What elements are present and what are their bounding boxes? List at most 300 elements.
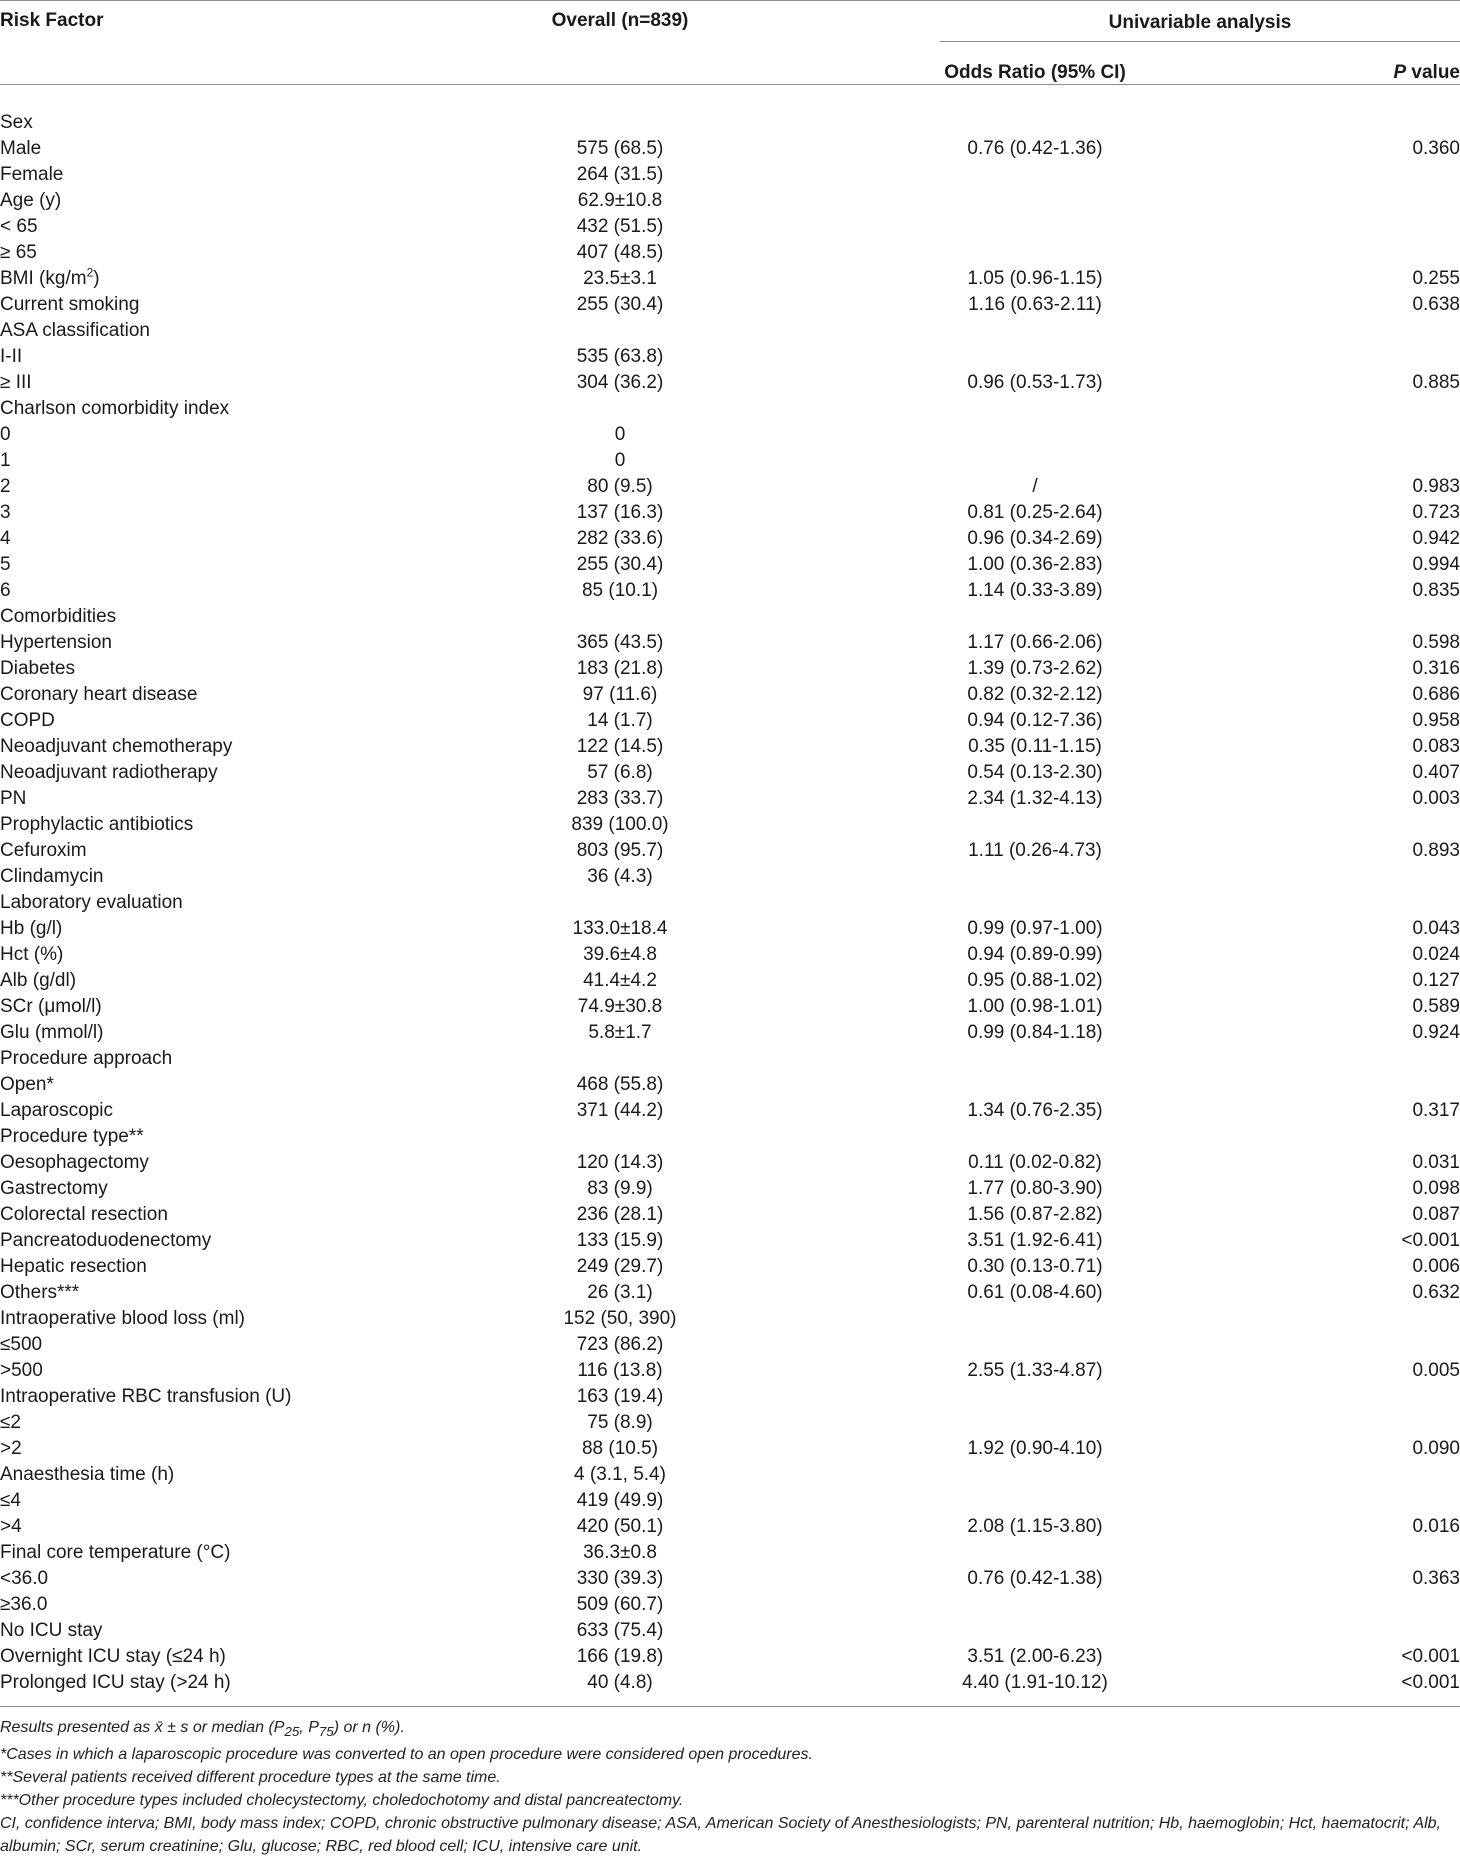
risk-factor-label: Female xyxy=(0,164,64,185)
table-row xyxy=(0,1202,1460,1228)
odds-ratio-cell xyxy=(770,604,1300,630)
risk-factor-label: I-II xyxy=(0,346,23,367)
risk-factor-label: Glu (mmol/l) xyxy=(0,1022,104,1043)
table-row xyxy=(0,1592,1460,1618)
table-row xyxy=(0,1540,1460,1566)
risk-factor-label: 3 xyxy=(0,502,11,523)
overall-cell: 14 (1.7) xyxy=(587,710,653,731)
risk-factor-label: Alb (g/dl) xyxy=(0,970,77,991)
risk-factor-label: ≥ 65 xyxy=(0,242,37,263)
table-row xyxy=(0,734,1460,760)
header-p-italic: P xyxy=(1393,62,1407,83)
table-row xyxy=(0,1514,1460,1540)
risk-factor-cell xyxy=(0,578,470,604)
table-row xyxy=(0,838,1460,864)
p-value-cell: 0.363 xyxy=(1412,1568,1460,1589)
odds-ratio-cell: 0.81 (0.25-2.64) xyxy=(967,502,1103,523)
p-value-cell: 0.589 xyxy=(1412,996,1460,1017)
p-value-cell xyxy=(1300,1384,1460,1410)
risk-factor-cell xyxy=(0,994,470,1020)
risk-factor-cell xyxy=(0,1202,470,1228)
risk-factor-cell xyxy=(0,838,470,864)
p-value-cell xyxy=(1300,1618,1460,1644)
odds-ratio-cell xyxy=(770,864,1300,890)
odds-ratio-cell: 1.14 (0.33-3.89) xyxy=(967,580,1103,601)
risk-factor-label: Diabetes xyxy=(0,658,75,679)
p-value-cell: <0.001 xyxy=(1401,1672,1460,1693)
risk-factor-label: ≤2 xyxy=(0,1412,21,1433)
odds-ratio-cell: 0.54 (0.13-2.30) xyxy=(967,762,1103,783)
risk-factor-cell xyxy=(0,500,470,526)
p-value-cell xyxy=(1300,396,1460,422)
risk-factor-cell xyxy=(0,682,470,708)
table-row xyxy=(0,188,1460,214)
overall-cell: 120 (14.3) xyxy=(576,1152,664,1173)
odds-ratio-cell: 0.96 (0.34-2.69) xyxy=(967,528,1103,549)
overall-cell: 75 (8.9) xyxy=(587,1412,653,1433)
overall-cell: 183 (21.8) xyxy=(576,658,664,679)
p-value-cell: 0.686 xyxy=(1412,684,1460,705)
table-row xyxy=(0,474,1460,500)
table-row xyxy=(0,916,1460,942)
results-note-mid: or median (P xyxy=(188,1719,285,1736)
risk-factor-cell xyxy=(0,136,470,162)
results-note-pre: Results presented as xyxy=(0,1719,155,1736)
table-row xyxy=(0,318,1460,344)
odds-ratio-cell xyxy=(770,188,1300,214)
p-value-cell xyxy=(1300,1046,1460,1072)
risk-factor-cell xyxy=(0,656,470,682)
risk-factor-cell xyxy=(0,942,470,968)
p-value-cell xyxy=(1300,448,1460,474)
overall-cell: 509 (60.7) xyxy=(576,1594,664,1615)
header-overall: Overall (n=839) xyxy=(551,10,689,31)
p-value-cell: 0.983 xyxy=(1412,476,1460,497)
risk-factor-cell xyxy=(0,734,470,760)
odds-ratio-cell xyxy=(770,344,1300,370)
p-value-cell: 0.317 xyxy=(1412,1100,1460,1121)
p-value-cell: 0.723 xyxy=(1412,502,1460,523)
risk-factor-label: >4 xyxy=(0,1516,22,1537)
univariable-rule xyxy=(940,41,1460,42)
overall-cell: 407 (48.5) xyxy=(576,242,664,263)
odds-ratio-cell: 1.92 (0.90-4.10) xyxy=(967,1438,1103,1459)
table-row xyxy=(0,968,1460,994)
risk-factor-cell xyxy=(0,1332,470,1358)
overall-cell: 249 (29.7) xyxy=(576,1256,664,1277)
risk-factor-cell xyxy=(0,1280,470,1306)
p-value-cell: 0.031 xyxy=(1412,1152,1460,1173)
footnotes xyxy=(0,1716,1460,1858)
results-note-xbar: x̄ ± s xyxy=(154,1719,189,1736)
p-value-cell xyxy=(1300,1072,1460,1098)
overall-cell: 80 (9.5) xyxy=(587,476,653,497)
table-row xyxy=(0,1436,1460,1462)
risk-factor-cell xyxy=(0,1072,470,1098)
odds-ratio-cell xyxy=(770,110,1300,136)
risk-factor-label: Intraoperative blood loss (ml) xyxy=(0,1308,245,1329)
overall-cell: 133.0±18.4 xyxy=(572,918,668,939)
risk-factor-label: Prolonged ICU stay (>24 h) xyxy=(0,1672,231,1693)
table-row xyxy=(0,1020,1460,1046)
overall-cell: 83 (9.9) xyxy=(587,1178,653,1199)
overall-cell xyxy=(470,1124,770,1150)
p-value-cell xyxy=(1300,214,1460,240)
risk-factor-label: <36.0 xyxy=(0,1568,49,1589)
risk-factor-cell xyxy=(0,474,470,500)
odds-ratio-cell: 3.51 (2.00-6.23) xyxy=(967,1646,1103,1667)
risk-factor-label: ASA classification xyxy=(0,320,150,341)
risk-factor-cell xyxy=(0,552,470,578)
overall-cell: 57 (6.8) xyxy=(587,762,653,783)
p-value-cell xyxy=(1300,1462,1460,1488)
overall-cell: 36 (4.3) xyxy=(587,866,653,887)
risk-factor-cell xyxy=(0,240,470,266)
table-row xyxy=(0,448,1460,474)
risk-factor-cell xyxy=(0,1514,470,1540)
odds-ratio-cell: 4.40 (1.91-10.12) xyxy=(962,1672,1108,1693)
table-row xyxy=(0,1280,1460,1306)
odds-ratio-cell: 1.77 (0.80-3.90) xyxy=(967,1178,1103,1199)
odds-ratio-cell xyxy=(770,1540,1300,1566)
overall-cell: 803 (95.7) xyxy=(576,840,664,861)
table-row xyxy=(0,812,1460,838)
odds-ratio-cell: 1.16 (0.63-2.11) xyxy=(968,294,1102,315)
header-risk-factor: Risk Factor xyxy=(0,10,104,31)
p-value-cell xyxy=(1300,1410,1460,1436)
p-value-cell: 0.090 xyxy=(1412,1438,1460,1459)
overall-cell: 304 (36.2) xyxy=(576,372,664,393)
risk-factor-label: Hypertension xyxy=(0,632,112,653)
header-rule xyxy=(0,84,1460,85)
table-row xyxy=(0,344,1460,370)
overall-cell: 166 (19.8) xyxy=(576,1646,664,1667)
table-row xyxy=(0,890,1460,916)
table-row xyxy=(0,994,1460,1020)
risk-factor-superscript: 2 xyxy=(86,265,94,280)
table-row xyxy=(0,1124,1460,1150)
overall-cell: 0 xyxy=(614,450,626,471)
overall-cell: 4 (3.1, 5.4) xyxy=(574,1464,666,1485)
odds-ratio-cell: 2.34 (1.32-4.13) xyxy=(967,788,1103,809)
risk-factor-cell xyxy=(0,1488,470,1514)
p-value-cell: 0.924 xyxy=(1412,1022,1460,1043)
table-row xyxy=(0,1176,1460,1202)
table-row xyxy=(0,422,1460,448)
table-row xyxy=(0,1306,1460,1332)
risk-factor-label: Overnight ICU stay (≤24 h) xyxy=(0,1646,226,1667)
results-note-sub75: 75 xyxy=(318,1724,334,1740)
risk-factor-cell xyxy=(0,890,470,916)
header-odds-ratio: Odds Ratio (95% CI) xyxy=(944,62,1126,83)
odds-ratio-cell: 1.39 (0.73-2.62) xyxy=(967,658,1103,679)
odds-ratio-cell: 0.96 (0.53-1.73) xyxy=(967,372,1103,393)
odds-ratio-cell: 0.94 (0.89-0.99) xyxy=(967,944,1103,965)
table-row xyxy=(0,266,1460,292)
p-value-cell: 0.638 xyxy=(1412,294,1460,315)
p-value-cell xyxy=(1300,162,1460,188)
table-row xyxy=(0,1462,1460,1488)
odds-ratio-cell xyxy=(770,1592,1300,1618)
p-value-cell xyxy=(1300,890,1460,916)
overall-cell: 535 (63.8) xyxy=(576,346,664,367)
p-value-cell: 0.098 xyxy=(1412,1178,1460,1199)
table-row xyxy=(0,864,1460,890)
p-value-cell: 0.316 xyxy=(1412,658,1460,679)
p-value-cell xyxy=(1300,110,1460,136)
table-row xyxy=(0,1566,1460,1592)
p-value-cell: 0.087 xyxy=(1412,1204,1460,1225)
overall-cell: 122 (14.5) xyxy=(576,736,664,757)
odds-ratio-cell: 0.95 (0.88-1.02) xyxy=(967,970,1103,991)
overall-cell xyxy=(470,110,770,136)
p-value-cell xyxy=(1300,344,1460,370)
odds-ratio-cell: 1.17 (0.66-2.06) xyxy=(967,632,1103,653)
risk-factor-cell xyxy=(0,188,470,214)
odds-ratio-cell xyxy=(770,396,1300,422)
p-value-cell xyxy=(1300,1332,1460,1358)
overall-cell: 255 (30.4) xyxy=(576,554,664,575)
odds-ratio-cell: 1.34 (0.76-2.35) xyxy=(967,1100,1103,1121)
odds-ratio-cell xyxy=(770,1488,1300,1514)
table-row xyxy=(0,786,1460,812)
odds-ratio-cell: 0.99 (0.84-1.18) xyxy=(967,1022,1103,1043)
risk-factor-cell xyxy=(0,1462,470,1488)
risk-factor-label: ≥36.0 xyxy=(0,1594,48,1615)
odds-ratio-cell: 0.94 (0.12-7.36) xyxy=(967,710,1103,731)
overall-cell: 163 (19.4) xyxy=(576,1386,664,1407)
table-row xyxy=(0,1488,1460,1514)
overall-cell: 575 (68.5) xyxy=(576,138,664,159)
p-value-cell xyxy=(1300,1124,1460,1150)
overall-cell xyxy=(470,604,770,630)
p-value-cell: 0.016 xyxy=(1412,1516,1460,1537)
risk-factor-label: ≥ III xyxy=(0,372,32,393)
risk-factor-label: Intraoperative RBC transfusion (U) xyxy=(0,1386,292,1407)
table-body xyxy=(0,110,1460,1696)
table-row xyxy=(0,500,1460,526)
risk-factor-label: 2 xyxy=(0,476,11,497)
table-row xyxy=(0,1670,1460,1696)
risk-factor-label: Pancreatoduodenectomy xyxy=(0,1230,212,1251)
overall-cell xyxy=(470,1046,770,1072)
overall-cell: 420 (50.1) xyxy=(576,1516,664,1537)
risk-factor-label: ≤500 xyxy=(0,1334,43,1355)
risk-factor-label: Neoadjuvant chemotherapy xyxy=(0,736,233,757)
p-value-cell: 0.994 xyxy=(1412,554,1460,575)
odds-ratio-cell: 0.76 (0.42-1.36) xyxy=(967,138,1103,159)
p-value-cell: 0.958 xyxy=(1412,710,1460,731)
odds-ratio-cell xyxy=(770,318,1300,344)
overall-cell xyxy=(470,890,770,916)
odds-ratio-cell: 0.30 (0.13-0.71) xyxy=(967,1256,1103,1277)
risk-factor-cell xyxy=(0,1150,470,1176)
footnote-procedure-type: **Several patients received different procedure types at the same time. xyxy=(0,1769,501,1787)
overall-cell: 40 (4.8) xyxy=(587,1672,653,1693)
overall-cell: 88 (10.5) xyxy=(581,1438,659,1459)
risk-factor-cell xyxy=(0,1540,470,1566)
risk-factor-label: >500 xyxy=(0,1360,43,1381)
risk-factor-label: Open* xyxy=(0,1074,54,1095)
table-row xyxy=(0,604,1460,630)
overall-cell: 41.4±4.2 xyxy=(583,970,657,991)
p-value-cell: 0.003 xyxy=(1412,788,1460,809)
odds-ratio-cell: 0.82 (0.32-2.12) xyxy=(967,684,1103,705)
risk-factor-label: Current smoking xyxy=(0,294,140,315)
risk-factor-cell xyxy=(0,1124,470,1150)
p-value-cell: 0.598 xyxy=(1412,632,1460,653)
table-row xyxy=(0,240,1460,266)
table-row xyxy=(0,708,1460,734)
risk-factor-label: Procedure type** xyxy=(0,1126,144,1147)
risk-factor-label: Hct (%) xyxy=(0,944,64,965)
p-value-cell: 0.127 xyxy=(1412,970,1460,991)
odds-ratio-cell xyxy=(770,240,1300,266)
p-value-cell xyxy=(1300,1540,1460,1566)
risk-factor-cell xyxy=(0,630,470,656)
overall-cell: 85 (10.1) xyxy=(581,580,659,601)
p-value-cell: <0.001 xyxy=(1401,1646,1460,1667)
header-univariable: Univariable analysis xyxy=(1108,12,1292,33)
overall-cell: 152 (50, 390) xyxy=(563,1308,677,1329)
overall-cell: 282 (33.6) xyxy=(576,528,664,549)
risk-factor-cell xyxy=(0,1618,470,1644)
odds-ratio-cell: 1.00 (0.36-2.83) xyxy=(967,554,1103,575)
odds-ratio-cell xyxy=(770,1124,1300,1150)
risk-factor-label: 1 xyxy=(0,450,11,471)
overall-cell: 365 (43.5) xyxy=(576,632,664,653)
odds-ratio-cell: 1.00 (0.98-1.01) xyxy=(967,996,1103,1017)
p-value-cell: 0.632 xyxy=(1412,1282,1460,1303)
table-row xyxy=(0,214,1460,240)
table-row xyxy=(0,1228,1460,1254)
p-value-cell: 0.043 xyxy=(1412,918,1460,939)
p-value-cell: 0.006 xyxy=(1412,1256,1460,1277)
footnote-abbreviations: CI, confidence interva; BMI, body mass index; COPD, chronic obstructive pulmonary disease; ASA, American Society of Anesthesiologists; PN, parenteral nutrition; Hb, haemoglobin; Hct, haematocrit; Alb, albumin; SCr, serum creatinine; Glu, glucose; RBC, red blood cell; ICU, intensive care unit. xyxy=(0,1815,1441,1856)
p-value-cell: 0.942 xyxy=(1412,528,1460,549)
table-row xyxy=(0,396,1460,422)
table-row xyxy=(0,656,1460,682)
risk-factor-label: Anaesthesia time (h) xyxy=(0,1464,175,1485)
odds-ratio-cell xyxy=(770,1332,1300,1358)
p-value-cell: 0.885 xyxy=(1412,372,1460,393)
table-row xyxy=(0,578,1460,604)
results-note-sub25: 25 xyxy=(284,1724,300,1740)
overall-cell: 74.9±30.8 xyxy=(577,996,663,1017)
risk-factor-cell xyxy=(0,916,470,942)
p-value-cell: <0.001 xyxy=(1401,1230,1460,1251)
risk-factor-label: Colorectal resection xyxy=(0,1204,168,1225)
header-p-value xyxy=(1393,62,1460,84)
risk-factor-cell xyxy=(0,604,470,630)
risk-factor-cell xyxy=(0,786,470,812)
risk-factor-cell xyxy=(0,370,470,396)
overall-cell: 62.9±10.8 xyxy=(577,190,663,211)
odds-ratio-cell xyxy=(770,422,1300,448)
risk-factor-label: Final core temperature (°C) xyxy=(0,1542,231,1563)
odds-ratio-cell xyxy=(770,1306,1300,1332)
top-rule xyxy=(0,0,1460,1)
p-value-cell: 0.893 xyxy=(1412,840,1460,861)
risk-factor-cell xyxy=(0,396,470,422)
table-row xyxy=(0,1098,1460,1124)
p-value-cell: 0.255 xyxy=(1412,268,1460,289)
odds-ratio-cell: 2.08 (1.15-3.80) xyxy=(967,1516,1103,1537)
odds-ratio-cell xyxy=(770,1462,1300,1488)
risk-factor-cell xyxy=(0,1254,470,1280)
odds-ratio-cell xyxy=(770,1046,1300,1072)
risk-factor-cell xyxy=(0,214,470,240)
results-note-comma: , P xyxy=(299,1719,319,1736)
table-row xyxy=(0,630,1460,656)
risk-factor-label: No ICU stay xyxy=(0,1620,103,1641)
footnote-others: ***Other procedure types included cholecystectomy, choledochotomy and distal pancreatectomy. xyxy=(0,1792,684,1810)
table-row xyxy=(0,1618,1460,1644)
table-row xyxy=(0,110,1460,136)
p-value-cell xyxy=(1300,318,1460,344)
table-row xyxy=(0,136,1460,162)
overall-cell: 137 (16.3) xyxy=(576,502,664,523)
risk-factor-label: Gastrectomy xyxy=(0,1178,108,1199)
risk-factor-cell xyxy=(0,812,470,838)
risk-factor-label: < 65 xyxy=(0,216,38,237)
p-value-cell xyxy=(1300,1592,1460,1618)
table-row xyxy=(0,162,1460,188)
overall-cell: 5.8±1.7 xyxy=(588,1022,652,1043)
results-note-post: ) or n (%). xyxy=(333,1719,405,1736)
p-value-cell: 0.835 xyxy=(1412,580,1460,601)
risk-factor-label: Coronary heart disease xyxy=(0,684,198,705)
risk-factor-label: 6 xyxy=(0,580,11,601)
table-row xyxy=(0,292,1460,318)
risk-factor-cell xyxy=(0,1410,470,1436)
p-value-cell xyxy=(1300,1488,1460,1514)
risk-factor-cell xyxy=(0,526,470,552)
overall-cell: 371 (44.2) xyxy=(576,1100,664,1121)
footnote-open: *Cases in which a laparoscopic procedure was converted to an open procedure were considered open procedures. xyxy=(0,1746,813,1764)
table-row xyxy=(0,1150,1460,1176)
risk-factor-cell xyxy=(0,422,470,448)
odds-ratio-cell: 0.11 (0.02-0.82) xyxy=(968,1152,1102,1173)
risk-factor-label: COPD xyxy=(0,710,55,731)
overall-cell: 330 (39.3) xyxy=(576,1568,664,1589)
risk-factor-cell xyxy=(0,864,470,890)
odds-ratio-cell xyxy=(770,1384,1300,1410)
overall-cell: 236 (28.1) xyxy=(576,1204,664,1225)
odds-ratio-cell: 3.51 (1.92-6.41) xyxy=(967,1230,1103,1251)
risk-factor-cell xyxy=(0,110,470,136)
table-row xyxy=(0,370,1460,396)
p-value-cell: 0.407 xyxy=(1412,762,1460,783)
risk-factor-label: Others*** xyxy=(0,1282,80,1303)
risk-factor-cell xyxy=(0,292,470,318)
odds-ratio-cell xyxy=(770,214,1300,240)
p-value-cell: 0.005 xyxy=(1412,1360,1460,1381)
overall-cell: 633 (75.4) xyxy=(576,1620,664,1641)
risk-factor-cell xyxy=(0,162,470,188)
risk-factor-cell xyxy=(0,318,470,344)
risk-factor-label: 0 xyxy=(0,424,11,445)
p-value-cell xyxy=(1300,604,1460,630)
table-row xyxy=(0,682,1460,708)
risk-factor-cell xyxy=(0,1228,470,1254)
risk-factor-label: 5 xyxy=(0,554,11,575)
overall-cell: 283 (33.7) xyxy=(576,788,664,809)
overall-cell: 97 (11.6) xyxy=(582,684,658,705)
p-value-cell xyxy=(1300,812,1460,838)
results-note xyxy=(0,1716,1460,1743)
header-p-value-label: value xyxy=(1406,62,1460,83)
